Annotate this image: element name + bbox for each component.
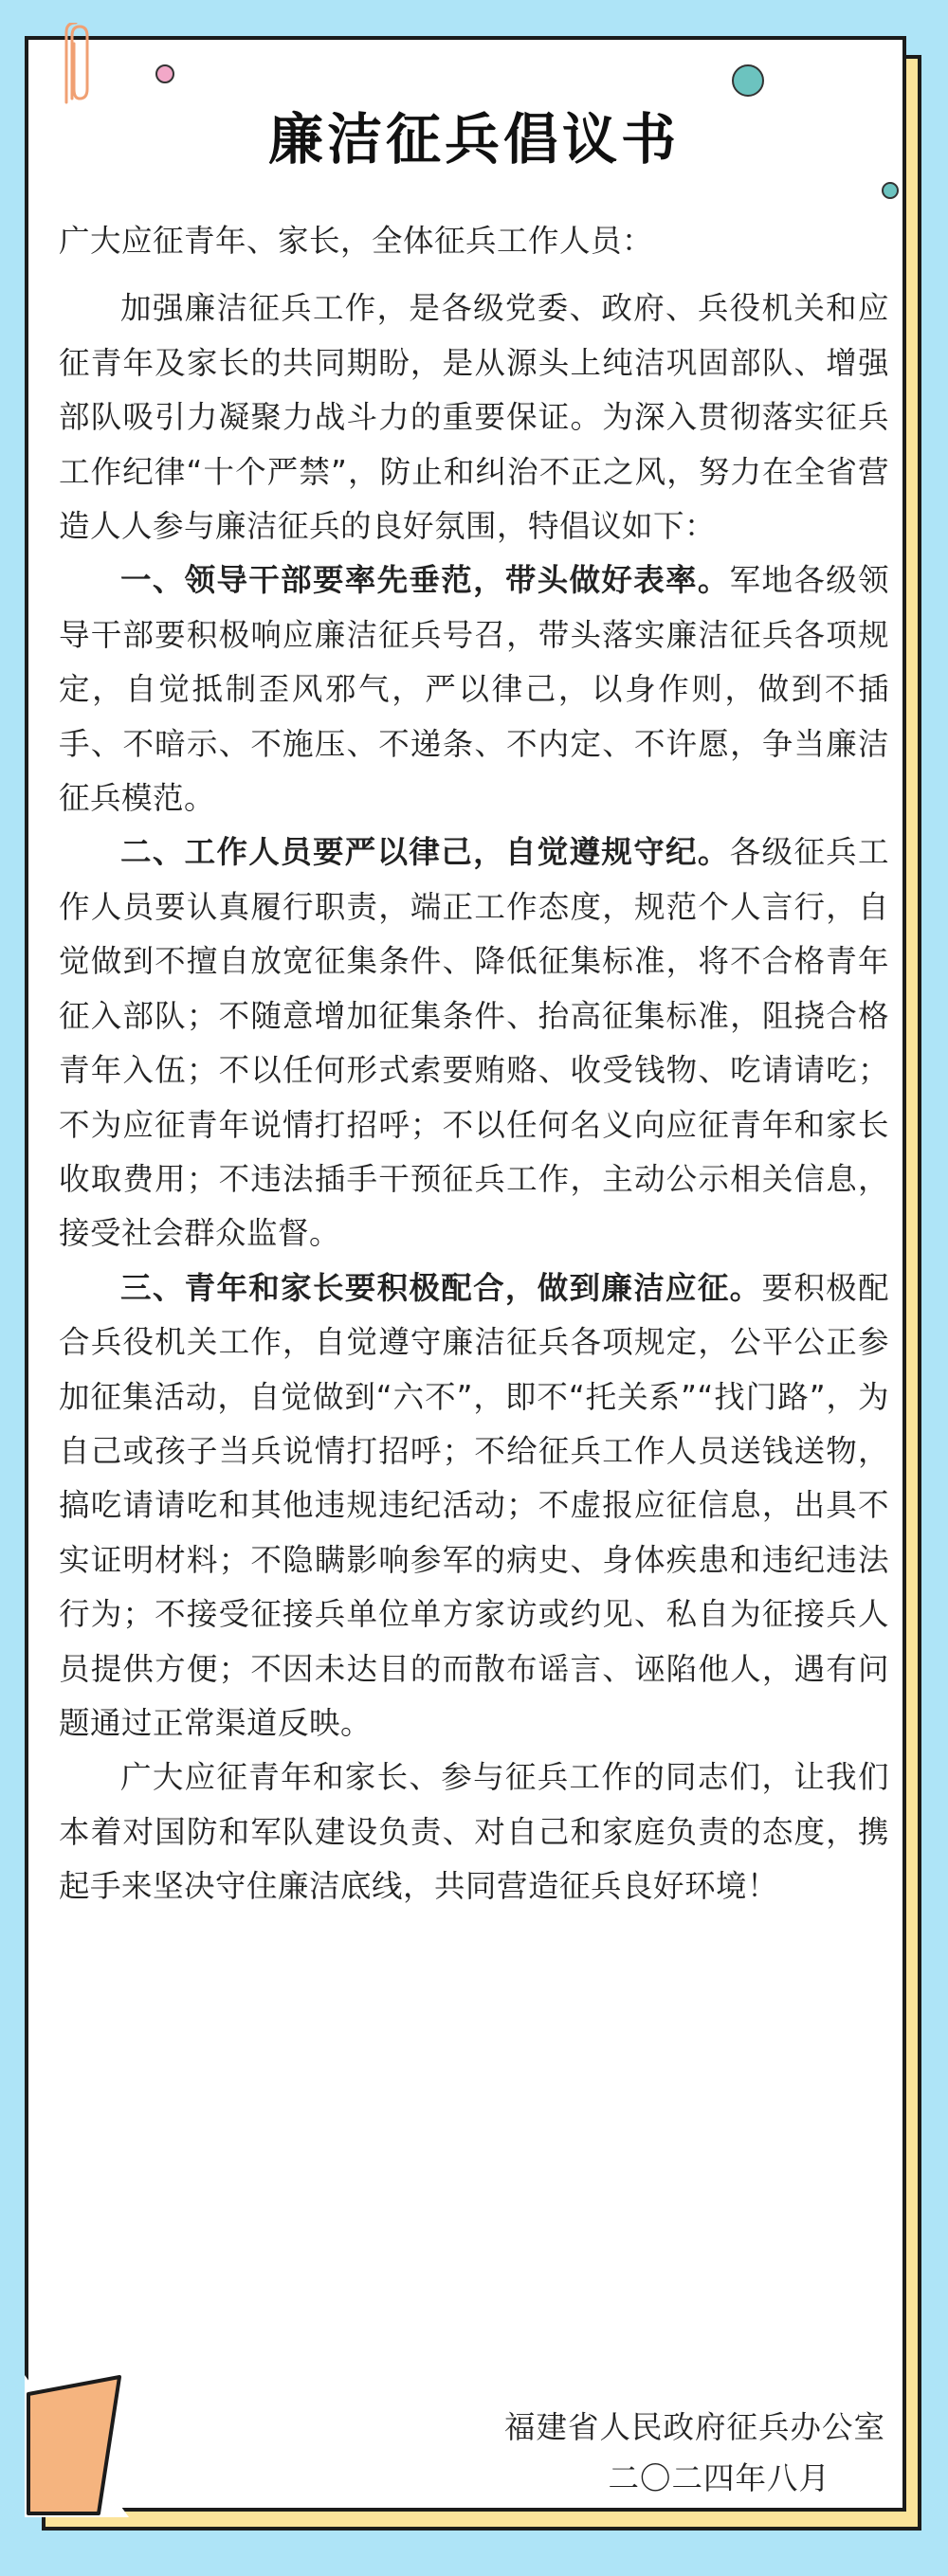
section-2-body: 各级征兵工作人员要认真履行职责，端正工作态度，规范个人言行，自觉做到不擅自放宽征集条件、降低征集标准，将不合格青年征入部队；不随意增加征集条件、抬高征集标准，阻挠合格青年入伍；不以任何形式索要贿赂、收受钱物、吃请请吃；不为应征青年说情打招呼；不以任何名义向应征青年和家长收取费用；不违法插手干预征兵工作，主动公示相关信息，接受社会群众监督。: [59, 834, 889, 1252]
section-1-paragraph: [59, 553, 889, 825]
signature-date: 二〇二四年八月: [608, 2460, 830, 2496]
section-3-paragraph: [59, 1261, 889, 1751]
section-1-body: 军地各级领导干部要积极响应廉洁征兵号召，带头落实廉洁征兵各项规定，自觉抵制歪风邪气，严以律己，以身作则，做到不插手、不暗示、不施压、不递条、不内定、不许愿，争当廉洁征兵模范。: [59, 562, 889, 817]
section-3-body: 要积极配合兵役机关工作，自觉遵守廉洁征兵各项规定，公平公正参加征集活动，自觉做到“六不”，即不“托关系”“找门路”，为自己或孩子当兵说情打招呼；不给征兵工作人员送钱送物，搞吃请请吃和其他违规违纪活动；不虚报应征信息，出具不实证明材料；不隐瞒影响参军的病史、身体疾患和违纪违法行为；不接受征接兵单位单方家访或约见、私自为征接兵人员提供方便；不因未达目的而散布谣言、诬陷他人，遇有问题通过正常渠道反映。: [59, 1269, 889, 1741]
document-body: [59, 214, 889, 1914]
dot-teal: [732, 64, 764, 97]
dot-teal-small: [882, 182, 899, 199]
signature-organization: 福建省人民政府征兵办公室: [503, 2409, 885, 2445]
section-2-heading: 二、工作人员要严以律己，自觉遵规守纪。: [120, 834, 730, 871]
salutation: 广大应征青年、家长，全体征兵工作人员：: [59, 223, 654, 259]
closing-paragraph: 广大应征青年和家长、参与征兵工作的同志们，让我们本着对国防和军队建设负责、对自己和家庭负责的态度，携起手来坚决守住廉洁底线，共同营造征兵良好环境！: [59, 1759, 889, 1905]
intro-paragraph: 加强廉洁征兵工作，是各级党委、政府、兵役机关和应征青年及家长的共同期盼，是从源头上纯洁巩固部队、增强部队吸引力凝聚力战斗力的重要保证。为深入贯彻落实征兵工作纪律“十个严禁”，防止和纠治不正之风，努力在全省营造人人参与廉洁征兵的良好氛围，特倡议如下：: [59, 290, 889, 545]
section-3-heading: 三、青年和家长要积极配合，做到廉洁应征。: [120, 1269, 762, 1306]
document-title: 廉洁征兵倡议书: [267, 107, 680, 172]
section-1-heading: 一、领导干部要率先垂范，带头做好表率。: [120, 562, 730, 599]
paperclip-icon: [63, 23, 95, 106]
dot-pink: [155, 64, 174, 83]
section-2-paragraph: [59, 825, 889, 1261]
